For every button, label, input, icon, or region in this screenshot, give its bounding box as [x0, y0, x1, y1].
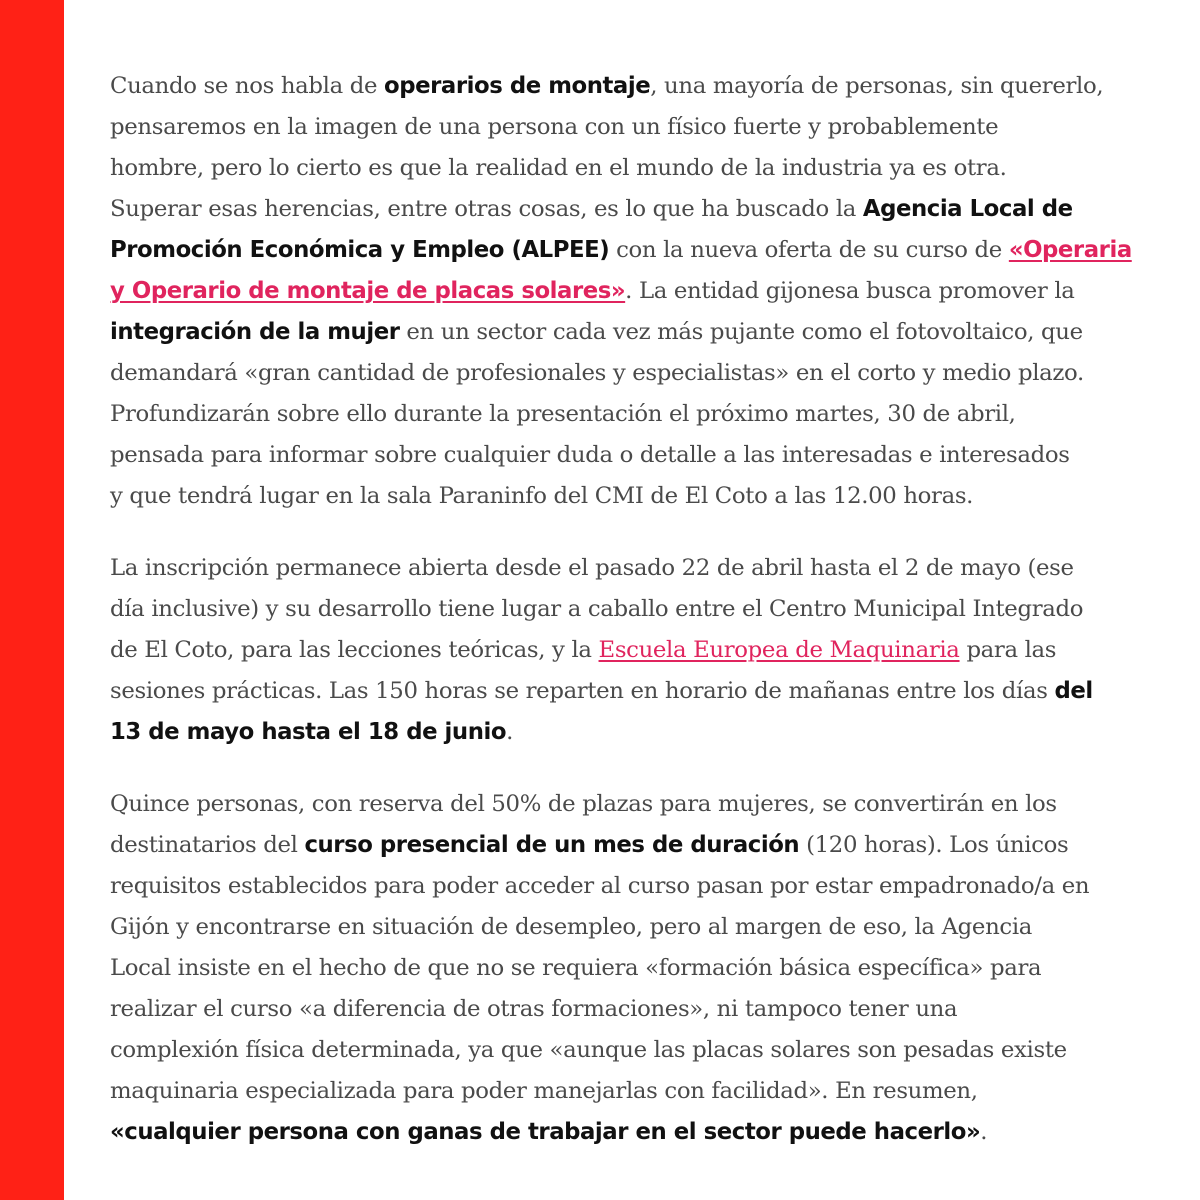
text-line: [110, 394, 1016, 435]
bold-text: curso presencial de un mes de duración: [304, 832, 800, 858]
text-line: [110, 1071, 978, 1112]
bold-text: del: [1054, 678, 1093, 704]
text-line: [110, 548, 1074, 589]
text-span: para las: [959, 637, 1057, 663]
text-line: [110, 907, 1032, 948]
text-span: .: [506, 719, 513, 745]
text-span: . La entidad gijonesa busca promover la: [625, 278, 1075, 304]
text-span: demandará «gran cantidad de profesionales y especialistas» en el corto y medio plazo.: [110, 360, 1084, 386]
text-line: [110, 784, 1057, 825]
bold-text: integración de la mujer: [110, 319, 400, 345]
text-span: día inclusive) y su desarrollo tiene lugar a caballo entre el Centro Municipal Integrado: [110, 596, 1084, 622]
text-line: [110, 712, 513, 753]
text-line: [110, 148, 1006, 189]
article-body: [110, 66, 1170, 1153]
text-span: (120 horas). Los únicos: [799, 832, 1069, 858]
text-span: La inscripción permanece abierta desde el pasado 22 de abril hasta el 2 de mayo (ese: [110, 555, 1074, 581]
text-line: [110, 948, 1041, 989]
text-span: y que tendrá lugar en la sala Paraninfo del CMI de El Coto a las 12.00 horas.: [110, 483, 974, 509]
text-span: requisitos establecidos para poder acceder al curso pasan por estar empadronado/a en: [110, 873, 1090, 899]
text-span: Gijón y encontrarse en situación de desempleo, pero al margen de eso, la Agencia: [110, 914, 1033, 940]
paragraph-3: [110, 784, 1170, 1153]
course-link[interactable]: y Operario de montaje de placas solares»: [110, 278, 626, 304]
text-span: Quince personas, con reserva del 50% de plazas para mujeres, se convertirán en los: [110, 791, 1057, 817]
text-line: [110, 589, 1083, 630]
course-link[interactable]: «Operaria: [1008, 237, 1132, 263]
text-span: , una mayoría de personas, sin quererlo,: [650, 73, 1104, 99]
bold-text: 13 de mayo hasta el 18 de junio: [110, 719, 507, 745]
text-line: [110, 353, 1084, 394]
bold-text: operarios de montaje: [384, 73, 651, 99]
text-line: [110, 66, 1103, 107]
text-span: maquinaria especializada para poder manejarlas con facilidad». En resumen,: [110, 1078, 978, 1104]
paragraph-2: [110, 548, 1170, 753]
text-line: [110, 1112, 987, 1153]
paragraph-1: [110, 66, 1170, 517]
text-span: pensaremos en la imagen de una persona con un físico fuerte y probablemente: [110, 114, 999, 140]
text-span: pensada para informar sobre cualquier duda o detalle a las interesadas e interesados: [110, 442, 1070, 468]
text-span: Superar esas herencias, entre otras cosas, es lo que ha buscado la: [110, 196, 863, 222]
bold-text: «cualquier persona con ganas de trabajar en el sector puede hacerlo»: [110, 1119, 981, 1145]
text-line: [110, 189, 1073, 230]
text-line: [110, 271, 1075, 312]
text-span: con la nueva oferta de su curso de: [609, 237, 1009, 263]
text-span: destinatarios del: [110, 832, 305, 858]
text-line: [110, 230, 1132, 271]
text-span: Local insiste en el hecho de que no se requiera «formación básica específica» para: [110, 955, 1042, 981]
text-line: [110, 671, 1093, 712]
text-line: [110, 435, 1070, 476]
text-span: en un sector cada vez más pujante como el fotovoltaico, que: [399, 319, 1083, 345]
text-line: [110, 989, 957, 1030]
text-span: Cuando se nos habla de: [110, 73, 385, 99]
text-span: complexión física determinada, ya que «aunque las placas solares son pesadas existe: [110, 1037, 1067, 1063]
text-line: [110, 476, 973, 517]
text-line: [110, 312, 1083, 353]
text-line: [110, 630, 1056, 671]
text-span: de El Coto, para las lecciones teóricas, y la: [110, 637, 599, 663]
text-line: [110, 825, 1068, 866]
text-span: .: [980, 1119, 988, 1145]
sidebar-accent-bar: [0, 0, 64, 1200]
text-span: Profundizarán sobre ello durante la presentación el próximo martes, 30 de abril,: [110, 401, 1016, 427]
text-line: [110, 107, 998, 148]
bold-text: Agencia Local de: [862, 196, 1073, 222]
text-span: sesiones prácticas. Las 150 horas se reparten en horario de mañanas entre los días: [110, 678, 1055, 704]
bold-text: Promoción Económica y Empleo (ALPEE): [110, 237, 610, 263]
text-line: [110, 1030, 1067, 1071]
text-span: hombre, pero lo cierto es que la realidad en el mundo de la industria ya es otra.: [110, 155, 1007, 181]
school-link[interactable]: Escuela Europea de Maquinaria: [598, 637, 960, 663]
text-span: realizar el curso «a diferencia de otras formaciones», ni tampoco tener una: [110, 996, 958, 1022]
text-line: [110, 866, 1089, 907]
